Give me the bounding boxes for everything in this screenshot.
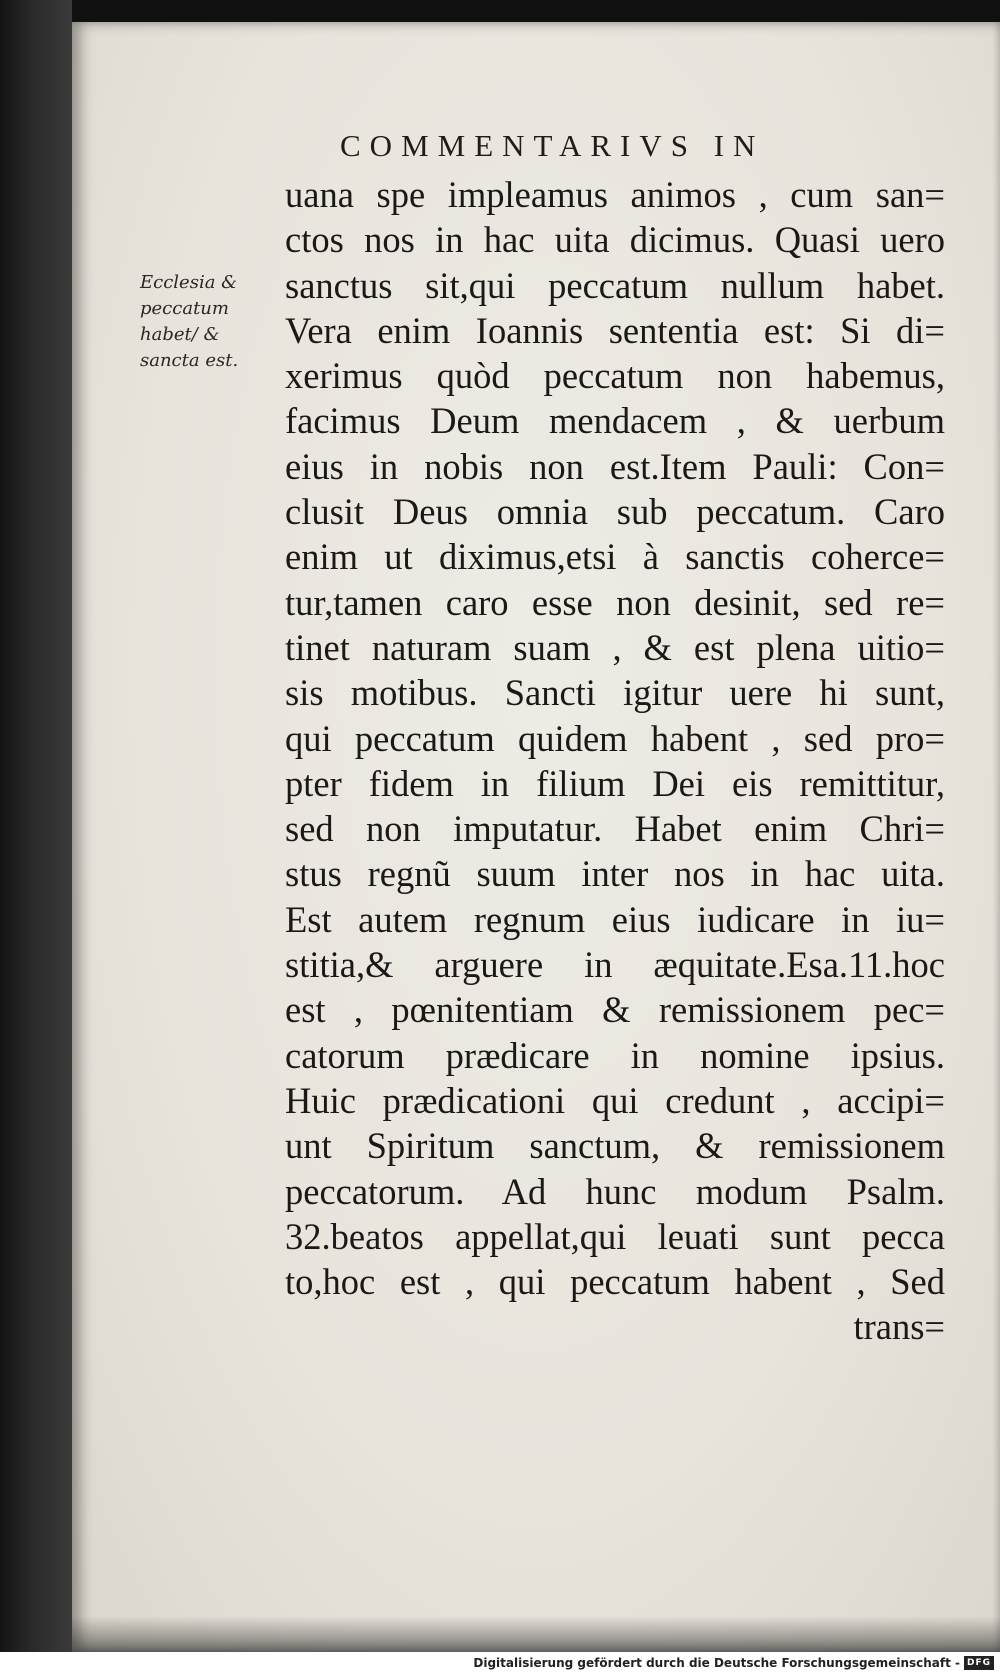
text-line: qui peccatum quidem habent , sed pro= [285, 717, 945, 759]
page-bottom-shadow [72, 1616, 1000, 1652]
text-line: ctos nos in hac uita dicimus. Quasi uero [285, 219, 945, 261]
text-line: Huic prædicationi qui credunt , accipi= [285, 1079, 945, 1121]
text-line: stitia,& arguere in æquitate.Esa.11.hoc [285, 944, 945, 986]
text-line: tur,tamen caro esse non desinit, sed re= [285, 581, 945, 623]
text-line: Est autem regnum eius iudicare in iu= [285, 898, 945, 940]
text-line: est , pœnitentiam & remissionem pec= [285, 989, 945, 1031]
text-line: clusit Deus omnia sub peccatum. Caro [285, 491, 945, 533]
text-line: Vera enim Ioannis sententia est: Si di= [285, 309, 945, 351]
margin-note-line: habet/ & [140, 324, 220, 345]
margin-note-line: peccatum [140, 298, 229, 319]
text-line: 32.beatos appellat,qui leuati sunt pecca [285, 1215, 945, 1257]
margin-note [140, 270, 290, 374]
margin-note-line: sancta est. [140, 350, 239, 371]
body-text [285, 172, 945, 1350]
text-line: to,hoc est , qui peccatum habent , Sed [285, 1261, 945, 1303]
footer-bar [0, 1652, 1000, 1675]
text-line: eius in nobis non est.Item Pauli: Con= [285, 445, 945, 487]
book-edge [0, 0, 72, 1652]
text-line: catorum prædicare in nomine ipsius. [285, 1034, 945, 1076]
text-line: enim ut diximus,etsi à sanctis coherce= [285, 536, 945, 578]
text-line: sis motibus. Sancti igitur uere hi sunt, [285, 672, 945, 714]
margin-note-line: Ecclesia & [140, 272, 238, 293]
text-line: unt Spiritum sanctum, & remissionem [285, 1125, 945, 1167]
text-line: xerimus quòd peccatum non habemus, [285, 355, 945, 397]
text-line: tinet naturam suam , & est plena uitio= [285, 626, 945, 668]
text-line: facimus Deum mendacem , & uerbum [285, 400, 945, 442]
text-line: uana spe impleamus animos , cum san= [285, 174, 945, 215]
text-line: pter fidem in filium Dei eis remittitur, [285, 762, 945, 804]
text-line: sed non imputatur. Habet enim Chri= [285, 808, 945, 850]
dfg-logo-icon: DFG [964, 1656, 994, 1670]
running-head: COMMENTARIVS IN [340, 128, 765, 163]
text-line: sanctus sit,qui peccatum nullum habet. [285, 264, 945, 306]
text-line: peccatorum. Ad hunc modum Psalm. [285, 1170, 945, 1212]
scan-top-border [0, 0, 1000, 22]
text-line: stus regnũ suum inter nos in hac uita. [285, 853, 945, 895]
catchword: trans= [853, 1306, 945, 1348]
funding-credit: Digitalisierung gefördert durch die Deutsche Forschungsgemeinschaft - [473, 1656, 960, 1670]
